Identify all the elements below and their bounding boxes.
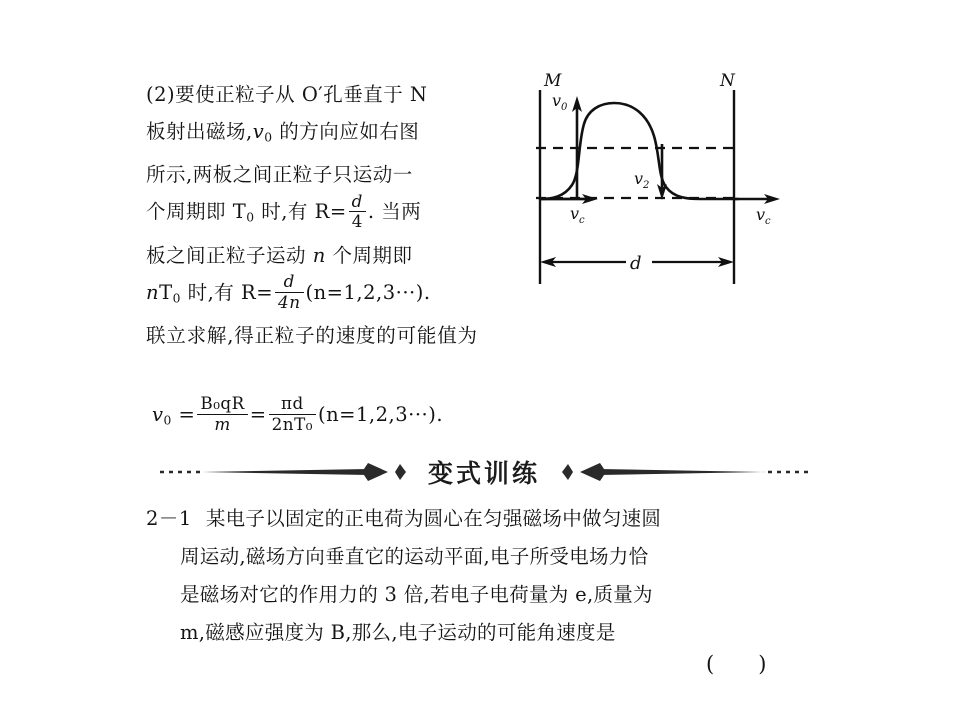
velocity-v0-label: $v_0$ [552, 91, 568, 113]
fraction-denominator-m: m [214, 414, 231, 434]
fraction-numerator: d [349, 193, 366, 213]
divider-left-taper [202, 469, 368, 475]
velocity-vc-in-label: $v_c$ [570, 204, 585, 226]
exercise-line-1-text: 某电子以固定的正电荷为圆心在匀强磁场中做匀速圆 [205, 507, 662, 530]
equals-sign-1: = [329, 200, 347, 224]
solution-line-4-text-b: 时,有 [254, 200, 315, 224]
symbol-R-2: R [241, 280, 257, 304]
symbol-T-2: T [159, 280, 173, 304]
fraction-d-over-4 [349, 190, 366, 232]
solution-line-7-text: 联立求解,得正粒子的速度的可能值为 [146, 324, 478, 348]
section-divider [146, 452, 822, 492]
symbol-T: T [232, 200, 247, 224]
exercise-line-3-text: 是磁场对它的作用力的 3 倍,若电子电荷量为 e,质量为 [180, 583, 653, 606]
solution-line-2-text-a: 板射出磁场, [146, 120, 253, 143]
divider-left-small-diamond [395, 464, 406, 480]
exercise-line-3 [146, 576, 836, 614]
final-formula-line [152, 393, 832, 439]
formula-tail: (n=1,2,3···). [318, 403, 444, 426]
exercise-line-2-text: 周运动,磁场方向垂直它的运动平面,电子所受电场力恰 [180, 545, 649, 568]
fraction-denominator: 4 [351, 211, 363, 232]
solution-step-number: (2) [146, 83, 176, 106]
parallel-plates-cycloid-diagram [522, 72, 790, 292]
solution-line-3 [146, 156, 521, 193]
symbol-R: R [314, 200, 330, 224]
equals-sign-2: = [256, 280, 274, 304]
solution-line-5-text-b: 个周期即 [325, 243, 413, 267]
formula-equals-1: = [178, 403, 196, 426]
solution-line-4-text-c: . 当两 [367, 200, 422, 224]
fraction-numerator-pid: πd [269, 395, 316, 415]
exercise-number: 2－1 [146, 507, 192, 530]
symbol-n-2: n [146, 280, 160, 304]
divider-right-small-diamond [562, 464, 573, 480]
velocity-v2-label: $v_2$ [634, 169, 650, 191]
distance-d-label: d [630, 253, 642, 274]
formula-lhs-subscript: 0 [163, 413, 172, 428]
solution-line-2 [146, 113, 521, 156]
exercise-line-4-text: m,磁感应强度为 B,那么,电子运动的可能角速度是 [180, 621, 616, 644]
fraction-pid-over-2nt [269, 395, 316, 434]
solution-line-4 [146, 190, 521, 236]
formula-equals-2: = [249, 403, 267, 426]
exercise-block [146, 500, 836, 652]
symbol-v: v [252, 120, 265, 143]
fraction-denominator-2nt: 2nT₀ [271, 414, 314, 434]
fraction-denominator-2: 4n [278, 291, 301, 312]
fraction-d-over-4n [275, 273, 303, 312]
solution-line-6 [146, 271, 521, 317]
answer-paren-close: ) [758, 652, 811, 676]
solution-line-6-text-a: 时,有 [180, 280, 241, 304]
solution-line-3-text: 所示,两板之间正粒子只运动一 [146, 163, 413, 187]
fraction-numerator-bqr: B₀qR [197, 395, 247, 415]
solution-line-1-text: 要使正粒子从 O′孔垂直于 N [175, 83, 428, 106]
solution-line-2-text-b: 的方向应如右图 [272, 120, 420, 143]
solution-line-4-text-a: 个周期即 [146, 200, 233, 224]
fraction-numerator-2: d [275, 273, 303, 293]
symbol-n-1: n [312, 243, 326, 267]
solution-line-6-text-b: (n=1,2,3···). [305, 280, 431, 304]
solution-line-1 [146, 76, 521, 113]
solution-line-5-text-a: 板之间正粒子运动 [146, 243, 313, 267]
velocity-vc-out-label: $v_c$ [756, 205, 771, 227]
plate-n-label: N [720, 72, 735, 91]
divider-right-ornament [552, 459, 812, 485]
symbol-v-subscript: 0 [264, 130, 273, 145]
exercise-line-1 [146, 500, 836, 538]
solution-text-block [146, 76, 521, 354]
solution-line-7 [146, 317, 521, 354]
answer-blank-parentheses[interactable] [706, 652, 810, 676]
formula-lhs-v: v [152, 403, 164, 426]
divider-title: 变式训练 [427, 459, 540, 488]
plate-m-label: M [544, 72, 562, 91]
fraction-bqr-over-m [197, 395, 247, 434]
exercise-line-4 [146, 614, 836, 652]
exercise-line-2 [146, 538, 836, 576]
symbol-T-2-subscript: 0 [172, 291, 181, 306]
answer-paren-open: ( [706, 652, 759, 676]
divider-left-diamond [362, 463, 388, 481]
symbol-T-subscript: 0 [246, 210, 255, 225]
divider-left-ornament [156, 459, 416, 485]
solution-line-5 [146, 237, 521, 274]
divider-right-taper [600, 469, 766, 475]
